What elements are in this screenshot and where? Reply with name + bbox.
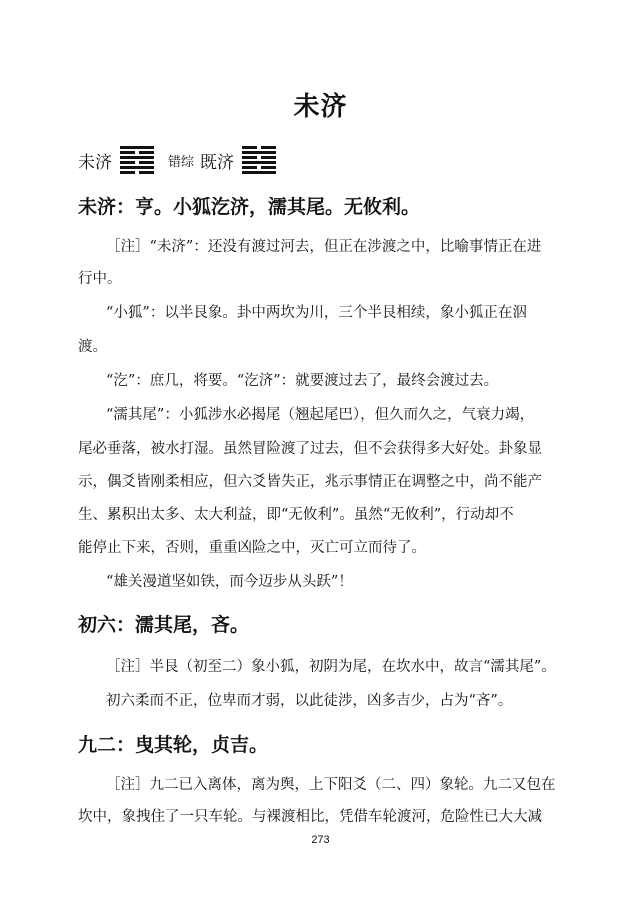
section-heading-judgment: 未济：亨。小狐汔济，濡其尾。无攸利。 <box>78 196 421 218</box>
paragraph-line: “雄关漫道坚如铁，而今迈步从头跃”！ <box>106 574 353 590</box>
paragraph-line: ［注］“未济”：还没有渡过河去，但正在涉渡之中，比喻事情正在进 <box>106 239 542 255</box>
paragraph-line: 初六柔而不正，位卑而才弱，以此徒涉，凶多吉少，占为“吝”。 <box>106 693 513 709</box>
paragraph-line: 渡。 <box>78 339 107 355</box>
jiji-hexagram-icon <box>242 144 276 176</box>
page-number: 273 <box>311 834 330 846</box>
paragraph-line: 生、累积出太多、太大利益，即“无攸利”。虽然“无攸利”，行动却不 <box>78 507 514 523</box>
paragraph-line: “濡其尾”：小狐涉水必揭尾（翘起尾巴），但久而久之，气衰力竭， <box>106 407 535 423</box>
hexagram-name-jiji: 既济 <box>200 152 235 173</box>
paragraph-line: “汔”：庶几，将要。“汔济”：就要渡过去了，最终会渡过去。 <box>106 373 499 389</box>
relation-label: 错综 <box>168 154 195 170</box>
weiji-hexagram-icon <box>120 144 154 176</box>
paragraph-line: 坎中，象拽住了一只车轮。与裸渡相比，凭借车轮渡河，危险性已大大减 <box>78 809 542 825</box>
section-heading-line-2: 九二：曳其轮，贞吉。 <box>78 734 269 756</box>
paragraph-line: 能停止下来，否则，重重凶险之中，灭亡可立而待了。 <box>78 540 426 556</box>
page-title: 未济 <box>293 92 348 122</box>
paragraph-line: 行中。 <box>78 271 122 287</box>
hexagram-row <box>78 140 284 180</box>
paragraph-line: “小狐”：以半艮象。卦中两坎为川，三个半艮相续，象小狐正在泅 <box>106 305 527 321</box>
paragraph-line: 尾必垂落，被水打湿。虽然冒险渡了过去，但不会获得多大好处。卦象显 <box>78 441 542 457</box>
section-heading-line-1: 初六：濡其尾，吝。 <box>78 614 250 636</box>
paragraph-line: 示，偶爻皆刚柔相应，但六爻皆失正，兆示事情正在调整之中，尚不能产 <box>78 474 542 490</box>
paragraph-line: ［注］九二已入离体，离为舆，上下阳爻（二、四）象轮。九二又包在 <box>106 777 556 793</box>
hexagram-name-weiji: 未济 <box>78 152 112 173</box>
paragraph-line: ［注］半艮（初至二）象小狐，初阴为尾，在坎水中，故言“濡其尾”。 <box>106 659 556 675</box>
